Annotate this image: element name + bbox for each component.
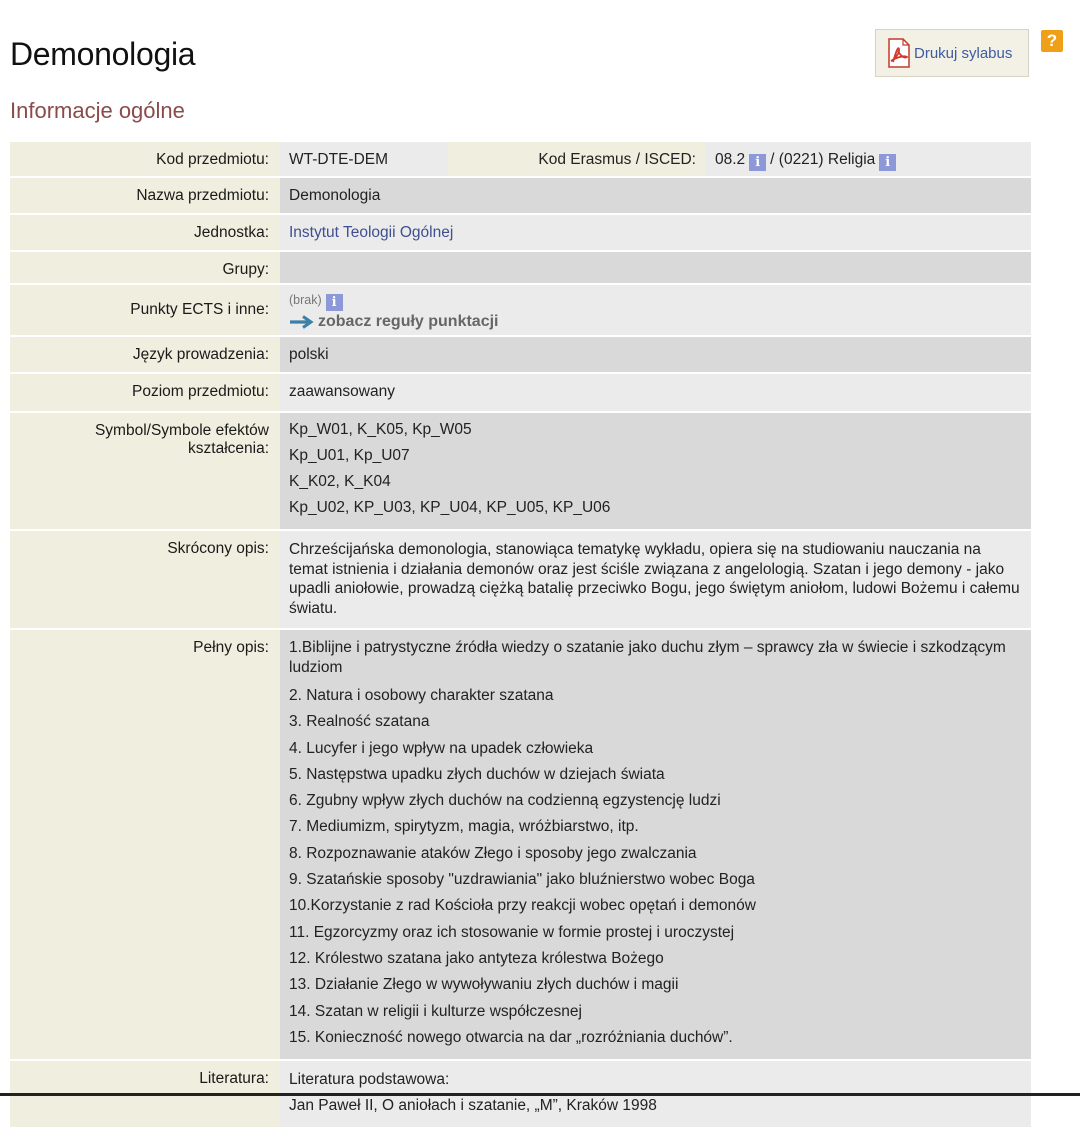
list-item: 15. Konieczność nowego otwarcia na dar „rozróżniania duchów”. (289, 1028, 733, 1046)
row-nazwa-przedmiotu (10, 178, 1031, 213)
row-ects (10, 285, 1031, 335)
nazwa-przedmiotu-label: Nazwa przedmiotu: (10, 178, 280, 213)
list-item: 1.Biblijne i patrystyczne źródła wiedzy o szatanie jako duchu złym – sprawcy zła w świecie i szkodzącym ludziom (289, 639, 1006, 676)
course-info-table (10, 140, 1031, 1129)
row-symbole (10, 413, 1031, 529)
page-title: Demonologia (10, 36, 196, 72)
symbol-line: K_K02, K_K04 (289, 473, 391, 490)
list-item: Literatura podstawowa: (289, 1071, 450, 1089)
list-item: 13. Działanie Złego w wywoływaniu złych duchów i magii (289, 976, 679, 994)
row-grupy (10, 252, 1031, 283)
kod-przedmiotu-value: WT-DTE-DEM (280, 142, 448, 176)
symbol-line: Kp_U02, KP_U03, KP_U04, KP_U05, KP_U06 (289, 499, 611, 516)
ects-label: Punkty ECTS i inne: (10, 285, 280, 335)
list-item: 10.Korzystanie z rad Kościoła przy reakcji wobec opętań i demonów (289, 897, 756, 915)
erasmus-label: Kod Erasmus / ISCED: (448, 142, 706, 176)
erasmus-value (706, 142, 1031, 176)
print-syllabus-label: Drukuj sylabus (914, 44, 1013, 62)
list-item: 2. Natura i osobowy charakter szatana (289, 687, 554, 704)
list-item: 5. Następstwa upadku złych duchów w dziejach świata (289, 765, 665, 783)
nazwa-przedmiotu-value: Demonologia (280, 178, 1031, 213)
row-kod-przedmiotu (10, 142, 1031, 176)
list-item: Jan Paweł II, O aniołach i szatanie, „M”, Kraków 1998 (289, 1097, 657, 1115)
symbol-line: Kp_U01, Kp_U07 (289, 447, 410, 464)
poziom-label: Poziom przedmiotu: (10, 374, 280, 411)
list-item: 9. Szatańskie sposoby "uzdrawiania" jako bluźnierstwo wobec Boga (289, 871, 755, 889)
skrocony-opis-label: Skrócony opis: (10, 531, 280, 628)
section-title: Informacje ogólne (10, 98, 185, 123)
pelny-opis-label: Pełny opis: (10, 630, 280, 1059)
list-item: 6. Zgubny wpływ złych duchów na codzienną egzystencję ludzi (289, 792, 721, 810)
info-icon[interactable]: i (326, 294, 343, 311)
isced-value: / (0221) Religia (770, 151, 876, 168)
info-icon[interactable]: i (749, 154, 766, 171)
list-item: 4. Lucyfer i jego wpływ na upadek człowieka (289, 739, 594, 757)
row-jednostka (10, 215, 1031, 250)
rules-link-label: zobacz reguły punktacji (318, 313, 499, 330)
row-poziom (10, 374, 1031, 411)
row-skrocony-opis (10, 531, 1031, 628)
print-syllabus-button[interactable] (875, 29, 1029, 77)
symbole-list (280, 413, 1031, 529)
symbol-line: Kp_W01, K_K05, Kp_W05 (289, 421, 472, 438)
poziom-value: zaawansowany (280, 374, 1031, 411)
row-jezyk (10, 337, 1031, 372)
pelny-opis-list (280, 630, 1031, 1059)
info-icon[interactable]: i (879, 154, 896, 171)
list-item: 14. Szatan w religii i kulturze współczesnej (289, 1002, 582, 1020)
jezyk-value: polski (280, 337, 1031, 372)
symbole-label: Symbol/Symbole efektów kształcenia: (10, 413, 280, 529)
skrocony-opis-value: Chrześcijańska demonologia, stanowiąca tematykę wykładu, opiera się na studiowaniu nauczania na temat istnienia i działania demonów oraz jest ściśle związana z angelologią. Szatan i jego demony - jako upadli aniołowie, prowadzą ciężką batalię przeciwko Bogu, jego świętym aniołom, ludowi Bożemu i całemu światu. (280, 531, 1031, 628)
list-item: 8. Rozpoznawanie ataków Złego i sposoby jego zwalczania (289, 844, 697, 862)
grupy-value (280, 252, 1031, 283)
jezyk-label: Język prowadzenia: (10, 337, 280, 372)
literatura-label: Literatura: (10, 1061, 280, 1127)
arrow-right-icon (289, 315, 315, 329)
list-item: 7. Mediumizm, spirytyzm, magia, wróżbiarstwo, itp. (289, 818, 639, 836)
row-pelny-opis (10, 630, 1031, 1059)
ects-brak: (brak) (289, 293, 322, 307)
jednostka-label: Jednostka: (10, 215, 280, 250)
list-item: 11. Egzorcyzmy oraz ich stosowanie w formie prostej i uroczystej (289, 923, 735, 941)
list-item: 12. Królestwo szatana jako antyteza królestwa Bożego (289, 949, 664, 967)
kod-przedmiotu-label: Kod przedmiotu: (10, 142, 280, 176)
list-item: 3. Realność szatana (289, 713, 430, 731)
pdf-icon (886, 38, 912, 68)
jednostka-link[interactable]: Instytut Teologii Ogólnej (289, 224, 454, 241)
erasmus-code: 08.2 (715, 151, 746, 168)
help-icon[interactable]: ? (1041, 30, 1063, 52)
rules-link[interactable] (289, 313, 1021, 331)
grupy-label: Grupy: (10, 252, 280, 283)
